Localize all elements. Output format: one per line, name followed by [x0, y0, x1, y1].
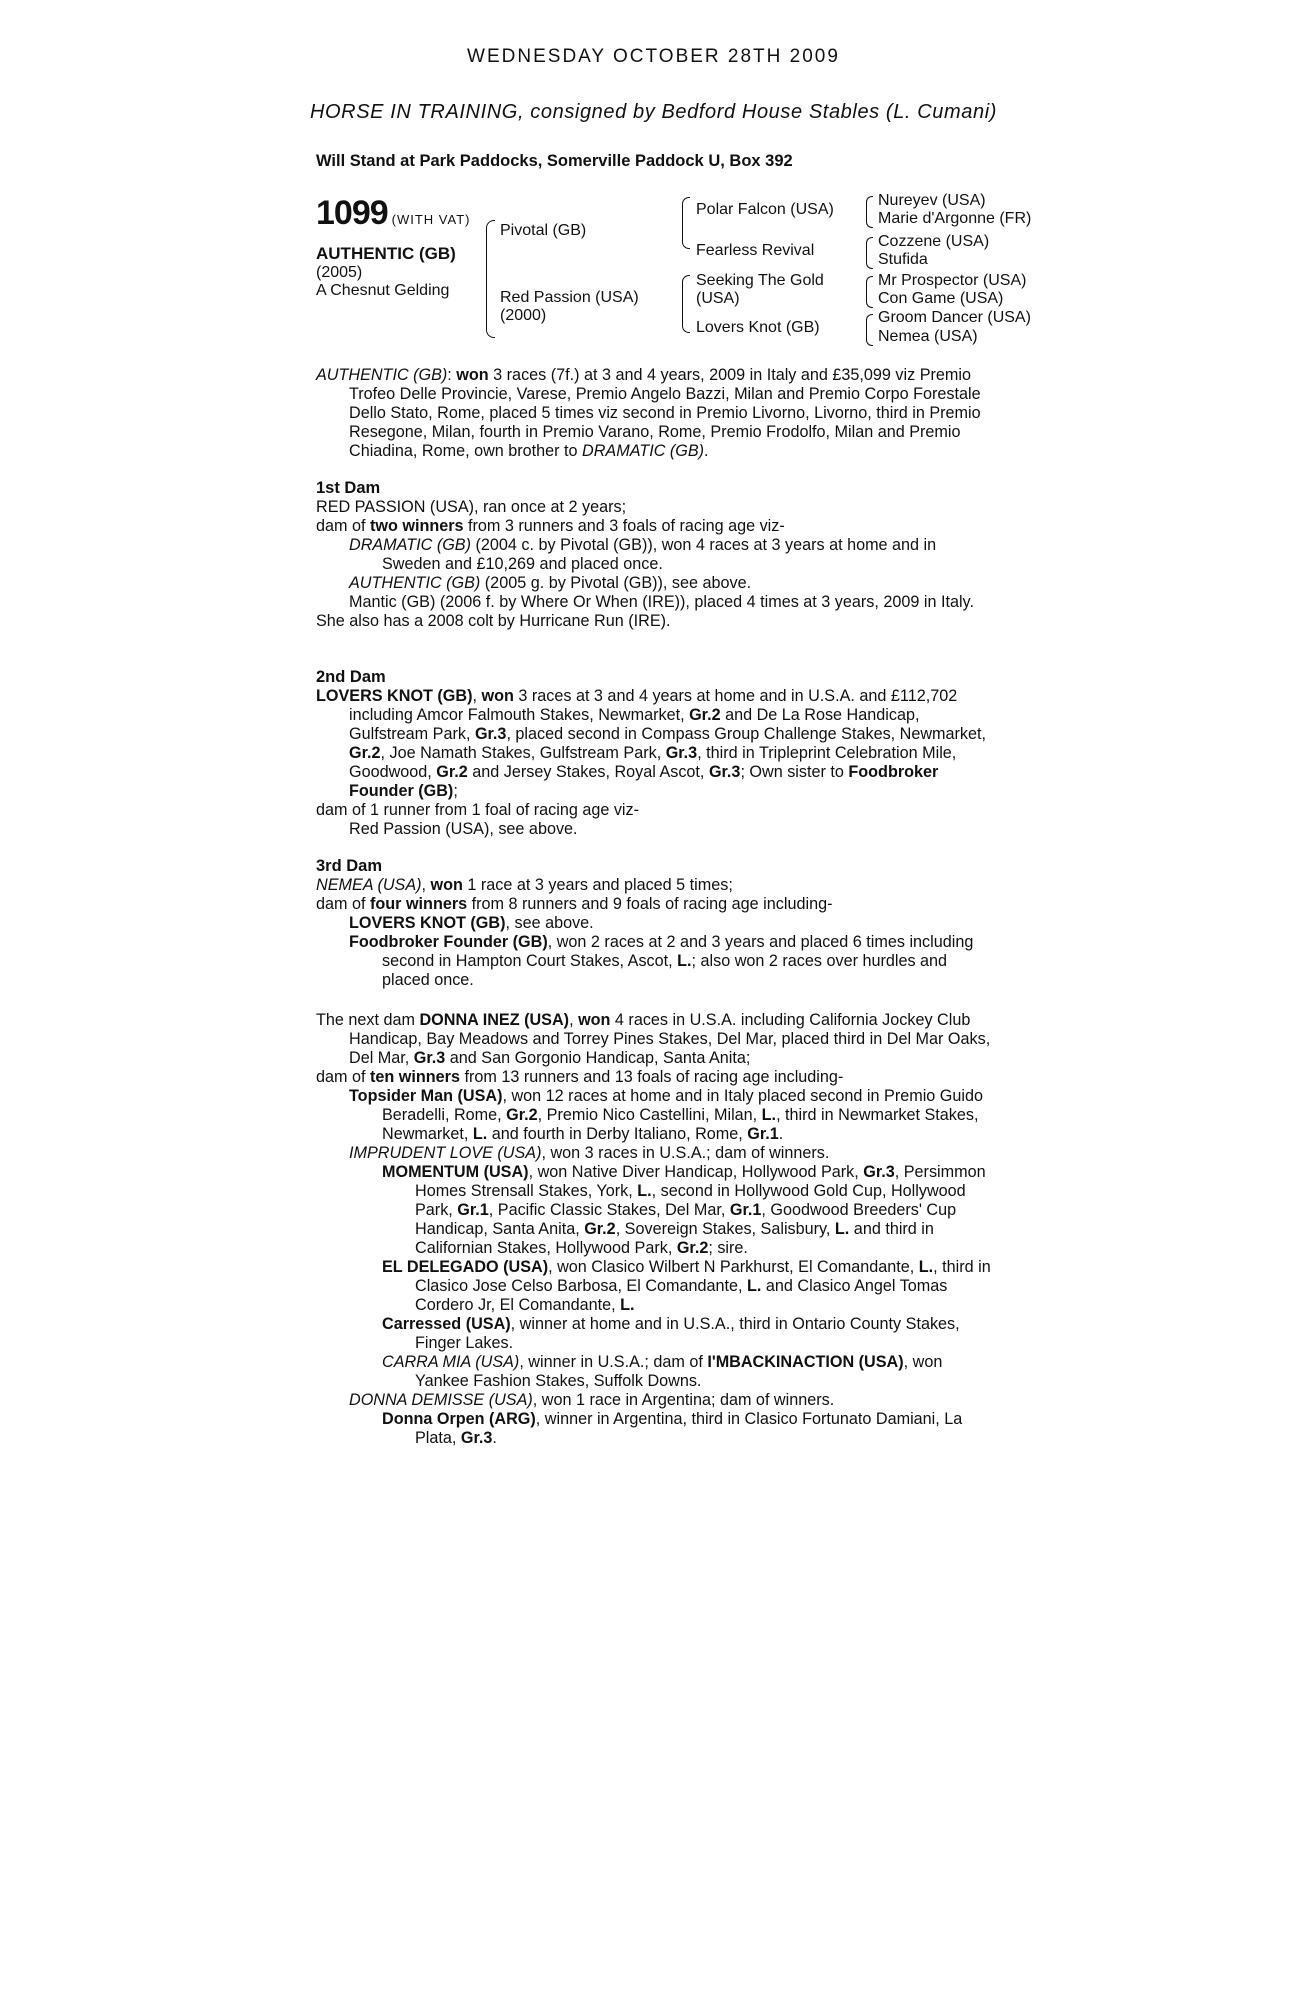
sale-date: WEDNESDAY OCTOBER 28TH 2009 [467, 46, 840, 67]
pedigree-sire-sire: Polar Falcon (USA) [696, 201, 834, 218]
race-text: , placed second in Compass Group Challenge Stakes, Newmarket, [506, 725, 987, 743]
race-text: and De La Rose Handicap, Gulfstream Park, [349, 706, 920, 743]
next-dam-section: The next dam DONNA INEZ (USA), won 4 races in U.S.A. including California Jockey Club Handicap, Bay Meadows and Torrey Pines Stakes, Del Mar, placed third in Del Mar Oaks, Del Mar, Gr.3 and San Gorgonio Handicap, Santa Anita; dam of ten winners from 13 runners and 13 foals of racing age including- Topsider Man (USA), won 12 races at home and in Italy placed second in Premio Guido Beradelli, Rome, Gr.2, Premio Nico Castellini, Milan, L., third in Newmarket Stakes, Newmarket, L. and fourth in Derby Italiano, Rome, Gr.1. IMPRUDENT LOVE (USA), won 3 races in U.S.A.; dam of winners. MOMENTUM (USA), won Native Diver Handicap, Hollywood Park, Gr.3, Persimmon Homes Strensall Stakes, York, L., second in Hollywood Gold Cup, Hollywood Park, Gr.1, Pacific Classic Stakes, Del Mar, Gr.1, Goodwood Breeders' Cup Handicap, Santa Anita, Gr.2, Sovereign Stakes, Salisbury, L. and third in Californian Stakes, Hollywood Park, Gr.2; sire. EL DELEGADO (USA), won Clasico Wilbert N Parkhurst, El Comandante, L., third in Clasico Jose Celso Barbosa, El Comandante, L. and Clasico Angel Tomas Cordero Jr, El Comandante, L. Carressed (USA), winner at home and in U.S.A., third in Ontario County Stakes, Finger Lakes. CARRA MIA (USA), winner in U.S.A.; dam of I'MBACKINACTION (USA), won Yankee Fashion Stakes, Suffolk Downs. DONNA DEMISSE (USA), won 1 race in Argentina; dam of winners. Donna Orpen (ARG), winner in Argentina, third in Clasico Fortunato Damiani, La Plata, Gr.3. [316, 1011, 991, 1447]
grade-label: Gr.3 [708, 763, 741, 781]
dam-name: LOVERS KNOT (GB) [316, 687, 473, 705]
progeny-text: Mantic (GB) (2006 f. by Where Or When (IRE)), placed 4 times at 3 years, 2009 in Italy. [349, 593, 974, 611]
pedigree-block [316, 192, 1056, 352]
summary-brother: DRAMATIC (GB) [582, 442, 705, 460]
pedigree-bracket [866, 196, 873, 228]
race-text: , Joe Namath Stakes, Gulfstream Park, [380, 744, 666, 762]
lot-number: 1099 [316, 194, 388, 232]
progeny-text: , Goodwood Breeders' Cup Handicap, Santa Anita, [415, 1201, 957, 1238]
summary-text: 3 races (7f.) at 3 and 4 years, 2009 in Italy and £35,099 viz Premio Trofeo Delle Provincie, Varese, Premio Angelo Bazzi, Milan and Premio Corpo Forestale Dello Stato, Rome, placed 5 times viz second in Premio Livorno, Livorno, third in Premio Resegone, Milan, fourth in Premio Varano, Rome, Premio Frodolfo, Milan and Premio Chiadina, Rome, own brother to [349, 366, 981, 460]
pedigree-dam: Red Passion (USA) [500, 289, 639, 306]
horse-name: AUTHENTIC (GB) [316, 244, 456, 263]
pedigree-bracket [866, 237, 873, 269]
grade-label: Gr.1 [729, 1201, 762, 1219]
dam-of-text: from 13 runners and 13 foals of racing age including- [459, 1068, 844, 1086]
pedigree-dss: Mr Prospector (USA) [878, 272, 1027, 289]
pedigree-bracket [866, 314, 873, 346]
progeny-text: , won 1 race in Argentina; dam of winners. [532, 1391, 835, 1409]
sister-name: Foodbroker Founder (GB) [349, 763, 939, 800]
progeny-text: , see above. [505, 914, 594, 932]
progeny-text: , winner in U.S.A.; dam of [519, 1353, 708, 1371]
race-text: ; [453, 782, 458, 800]
grade-label: Gr.3 [413, 1049, 446, 1067]
progeny-text: and fourth in Derby Italiano, Rome, [487, 1125, 748, 1143]
race-text: , third in Tripleprint Celebration Mile, Goodwood, [349, 744, 957, 781]
race-text: ; Own sister to [740, 763, 849, 781]
grade-label: Gr.2 [349, 744, 381, 762]
progeny-text: . [778, 1125, 784, 1143]
progeny-name: DONNA DEMISSE (USA) [349, 1391, 533, 1409]
pedigree-sds: Cozzene (USA) [878, 233, 990, 250]
consignment-line: HORSE IN TRAINING, consigned by Bedford House Stables (L. Cumani) [309, 101, 998, 123]
progeny-name: IMPRUDENT LOVE (USA) [349, 1144, 542, 1162]
summary-horse: AUTHENTIC (GB) [316, 366, 448, 384]
race-summary: AUTHENTIC (GB): won 3 races (7f.) at 3 and 4 years, 2009 in Italy and £35,099 viz Premio Trofeo Delle Provincie, Varese, Premio Angelo Bazzi, Milan and Premio Corpo Forestale Dello Stato, Rome, placed 5 times viz second in Premio Livorno, Livorno, third in Premio Resegone, Milan, fourth in Premio Varano, Rome, Premio Frodolfo, Milan and Premio Chiadina, Rome, own brother to DRAMATIC (GB). [316, 366, 981, 460]
progeny-text: , winner at home and in U.S.A., third in Ontario County Stakes, Finger Lakes. [415, 1315, 960, 1352]
race-text: and Jersey Stakes, Royal Ascot, [467, 763, 709, 781]
listed-label: L. [620, 1296, 635, 1314]
vat-note: (WITH VAT) [391, 212, 471, 227]
second-dam-heading: 2nd Dam [316, 668, 386, 686]
race-text: 1 race at 3 years and placed 5 times; [462, 876, 733, 894]
listed-label: L. [918, 1258, 934, 1276]
third-dam-heading: 3rd Dam [316, 857, 383, 875]
first-dam-heading: 1st Dam [316, 479, 381, 497]
stand-location: Will Stand at Park Paddocks, Somerville Paddock U, Box 392 [316, 152, 793, 170]
progeny-text: and Clasico Angel Tomas Cordero Jr, El Comandante, [415, 1277, 948, 1314]
won-label: won [430, 876, 463, 894]
dam-of-line: dam of 1 runner from 1 foal of racing age viz- [316, 801, 640, 819]
grade-label: Gr.2 [506, 1106, 538, 1124]
pedigree-sire: Pivotal (GB) [500, 222, 587, 239]
progeny-text: , Premio Nico Castellini, Milan, [537, 1106, 762, 1124]
pedigree-dsd: Con Game (USA) [878, 290, 1004, 307]
listed-label: L. [747, 1277, 762, 1295]
progeny-text: , third in Clasico Jose Celso Barbosa, El Comandante, [415, 1258, 991, 1295]
pedigree-sss: Nureyev (USA) [878, 192, 986, 209]
listed-label: L. [761, 1106, 777, 1124]
summary-won: won [456, 366, 489, 384]
progeny-name: CARRA MIA (USA) [382, 1353, 520, 1371]
progeny-text: , won 2 races at 2 and 3 years and placed 6 times including second in Hampton Court Stakes, Ascot, [382, 933, 974, 970]
grade-label: Gr.1 [457, 1201, 489, 1219]
grade-label: Gr.1 [747, 1125, 779, 1143]
progeny-text: Red Passion (USA), see above. [349, 820, 578, 838]
progeny-text: . [492, 1429, 497, 1447]
pedigree-ddd: Nemea (USA) [878, 328, 978, 345]
progeny-text: , Persimmon Homes Strensall Stakes, York, [415, 1163, 986, 1200]
progeny-text: , winner in Argentina, third in Clasico Fortunato Damiani, La Plata, [415, 1410, 963, 1447]
winners-count: ten winners [370, 1068, 460, 1086]
progeny-text: , Sovereign Stakes, Salisbury, [615, 1220, 835, 1238]
progeny-name: EL DELEGADO (USA) [382, 1258, 549, 1276]
dam-of-text: from 3 runners and 3 foals of racing age viz- [463, 517, 785, 535]
dam-of-text: from 8 runners and 9 foals of racing age including- [467, 895, 833, 913]
race-text: 4 races in U.S.A. including California Jockey Club Handicap, Bay Meadows and Torrey Pines Stakes, Del Mar, placed third in Del Mar Oaks, Del Mar, [349, 1011, 991, 1067]
also-has-line: She also has a 2008 colt by Hurricane Run (IRE). [316, 612, 671, 630]
pedigree-dam-year: (2000) [500, 307, 547, 324]
race-text: 3 races at 3 and 4 years at home and in U.S.A. and £112,702 including Amcor Falmouth Stakes, Newmarket, [349, 687, 958, 724]
progeny-text: (2005 g. by Pivotal (GB)), see above. [480, 574, 752, 592]
pedigree-dam-sire-country: (USA) [696, 290, 740, 307]
progeny-name: LOVERS KNOT (GB) [349, 914, 506, 932]
pedigree-ssd: Marie d'Argonne (FR) [878, 210, 1032, 227]
next-dam-label: The next dam [316, 1011, 420, 1029]
winners-count: four winners [370, 895, 468, 913]
progeny-text: (2004 c. by Pivotal (GB)), won 4 races at 3 years at home and in Sweden and £10,269 and placed once. [382, 536, 937, 573]
progeny-name: MOMENTUM (USA) [382, 1163, 529, 1181]
horse-description: A Chesnut Gelding [316, 282, 450, 299]
dam-name: DONNA INEZ (USA) [419, 1011, 570, 1029]
first-dam-line: RED PASSION (USA), ran once at 2 years; [316, 498, 627, 516]
dam-of-label: dam of [316, 1068, 370, 1086]
listed-label: L. [677, 952, 692, 970]
pedigree-dam-dam: Lovers Knot (GB) [696, 319, 820, 336]
progeny-text: , Pacific Classic Stakes, Del Mar, [488, 1201, 730, 1219]
grade-label: Gr.3 [474, 725, 507, 743]
progeny-text: , won 3 races in U.S.A.; dam of winners. [541, 1144, 830, 1162]
won-label: won [578, 1011, 611, 1029]
grade-label: Gr.3 [460, 1429, 493, 1447]
progeny-text: and third in Californian Stakes, Hollywood Park, [415, 1220, 934, 1257]
first-dam-section [316, 479, 996, 631]
grade-label: Gr.2 [676, 1239, 709, 1257]
pedigree-bracket [866, 276, 873, 308]
dam-of-label: dam of [316, 517, 370, 535]
third-dam-section: 3rd Dam NEMEA (USA), won 1 race at 3 years and placed 5 times; dam of four winners from 8 runners and 9 foals of racing age including- LOVERS KNOT (GB), see above. Foodbroker Founder (GB), won 2 races at 2 and 3 years and placed 6 times including second in Hampton Court Stakes, Ascot, L.; also won 2 races over hurdles and placed once. [316, 857, 996, 990]
grade-label: Gr.3 [665, 744, 698, 762]
progeny-name: Topsider Man (USA) [349, 1087, 503, 1105]
progeny-text: , won Yankee Fashion Stakes, Suffolk Downs. [415, 1353, 943, 1390]
dam-name: NEMEA (USA) [316, 876, 422, 894]
progeny-name: Carressed (USA) [382, 1315, 511, 1333]
pedigree-dam-sire: Seeking The Gold [696, 272, 824, 289]
listed-label: L. [637, 1182, 652, 1200]
progeny-text: , third in Newmarket Stakes, Newmarket, [382, 1106, 979, 1143]
progeny-text: , won 12 races at home and in Italy placed second in Premio Guido Beradelli, Rome, [382, 1087, 983, 1124]
listed-label: L. [834, 1220, 850, 1238]
grade-label: Gr.2 [436, 763, 468, 781]
progeny-text: , won Clasico Wilbert N Parkhurst, El Comandante, [548, 1258, 919, 1276]
pedigree-bracket [682, 275, 690, 333]
lot-heading [316, 194, 470, 233]
pedigree-sdd: Stufida [878, 251, 928, 268]
pedigree-bracket [682, 197, 690, 249]
second-dam-section: 2nd Dam LOVERS KNOT (GB), won 3 races at 3 and 4 years at home and in U.S.A. and £112,702 including Amcor Falmouth Stakes, Newmarket, Gr.2 and De La Rose Handicap, Gulfstream Park, Gr.3, placed second in Compass Group Challenge Stakes, Newmarket, Gr.2, Joe Namath Stakes, Gulfstream Park, Gr.3, third in Tripleprint Celebration Mile, Goodwood, Gr.2 and Jersey Stakes, Royal Ascot, Gr.3; Own sister to Foodbroker Founder (GB); dam of 1 runner from 1 foal of racing age viz- Red Passion (USA), see above. [316, 668, 996, 839]
progeny-name: Foodbroker Founder (GB) [349, 933, 548, 951]
progeny-text: ; also won 2 races over hurdles and placed once. [382, 952, 948, 989]
progeny-text: , won Native Diver Handicap, Hollywood Park, [528, 1163, 864, 1181]
horse-year: (2005) [316, 264, 363, 281]
progeny-name: DRAMATIC (GB) [349, 536, 471, 554]
progeny-text: ; sire. [708, 1239, 748, 1257]
winners-count: two winners [370, 517, 464, 535]
grade-label: Gr.2 [584, 1220, 616, 1238]
progeny-text: , second in Hollywood Gold Cup, Hollywood Park, [415, 1182, 966, 1219]
summary-end: . [704, 442, 709, 460]
listed-label: L. [472, 1125, 488, 1143]
progeny-name: I'MBACKINACTION (USA) [707, 1353, 904, 1371]
dam-of-label: dam of [316, 895, 370, 913]
race-text: and San Gorgonio Handicap, Santa Anita; [445, 1049, 751, 1067]
pedigree-bracket [486, 220, 495, 338]
grade-label: Gr.2 [689, 706, 721, 724]
progeny-name: Donna Orpen (ARG) [382, 1410, 536, 1428]
pedigree-sire-dam: Fearless Revival [696, 242, 815, 259]
won-label: won [481, 687, 514, 705]
pedigree-dds: Groom Dancer (USA) [878, 309, 1031, 326]
progeny-name: AUTHENTIC (GB) [349, 574, 481, 592]
grade-label: Gr.3 [863, 1163, 895, 1181]
